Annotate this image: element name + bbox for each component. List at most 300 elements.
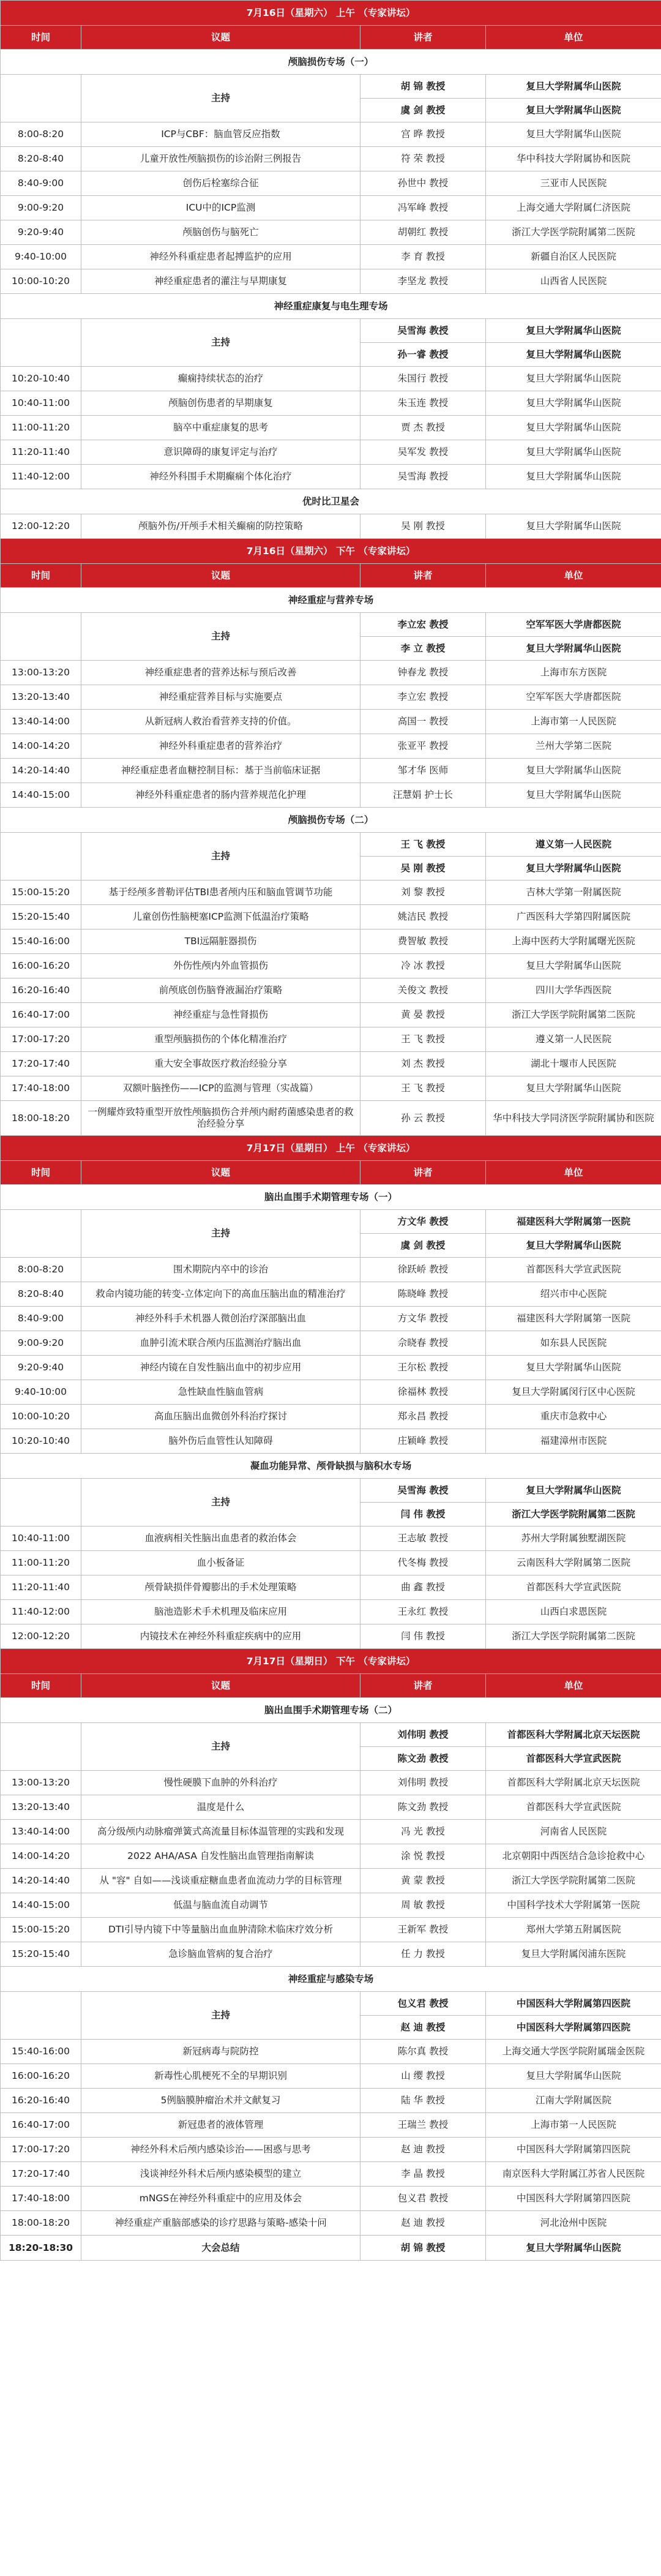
talk-speaker: 钟春龙 教授 xyxy=(360,661,486,685)
chair-row xyxy=(1,1210,661,1234)
chair-unit: 空军军医大学唐都医院 xyxy=(486,613,661,637)
chair-name: 李立宏 教授 xyxy=(360,613,486,637)
talk-speaker: 刘 黎 教授 xyxy=(360,881,486,905)
talk-row xyxy=(1,1942,661,1967)
section-title: 脑出血围手术期管理专场（二） xyxy=(1,1698,661,1723)
talk-time: 8:20-8:40 xyxy=(1,1282,81,1307)
speaker-header: 讲者 xyxy=(360,564,486,588)
section-title: 优时比卫星会 xyxy=(1,489,661,514)
talk-speaker: 刘 杰 教授 xyxy=(360,1052,486,1076)
time-header: 时间 xyxy=(1,1161,81,1185)
chair-name: 虞 剑 教授 xyxy=(360,1234,486,1258)
talk-time: 16:40-17:00 xyxy=(1,1003,81,1027)
talk-row xyxy=(1,1027,661,1052)
talk-speaker: 李立宏 教授 xyxy=(360,685,486,710)
section-title-row xyxy=(1,1185,661,1210)
talk-speaker: 邹才华 医师 xyxy=(360,759,486,783)
talk-topic: 神经外科重症患者的肠内营养规范化护理 xyxy=(81,783,360,808)
talk-speaker: 吴军发 教授 xyxy=(360,440,486,465)
chair-row xyxy=(1,1479,661,1503)
talk-time: 14:00-14:20 xyxy=(1,1844,81,1869)
talk-row xyxy=(1,1307,661,1331)
section-title: 颅脑损伤专场（一） xyxy=(1,50,661,75)
talk-time: 11:00-11:20 xyxy=(1,1551,81,1575)
talk-topic: 神经重症患者的营养达标与预后改善 xyxy=(81,661,360,685)
talk-time: 15:20-15:40 xyxy=(1,1942,81,1967)
talk-row xyxy=(1,2187,661,2211)
talk-time: 10:00-10:20 xyxy=(1,269,81,294)
talk-topic: 一例耀炸致特重型开放性颅脑损伤合并颅内耐药菌感染患者的救治经验分享 xyxy=(81,1101,360,1136)
talk-unit: 复旦大学附属华山医院 xyxy=(486,122,661,147)
talk-time: 16:40-17:00 xyxy=(1,2113,81,2138)
talk-topic: 围术期院内卒中的诊治 xyxy=(81,1258,360,1282)
talk-row xyxy=(1,2211,661,2236)
talk-unit: 重庆市急救中心 xyxy=(486,1405,661,1429)
talk-unit: 三亚市人民医院 xyxy=(486,171,661,196)
talk-speaker: 姚洁民 教授 xyxy=(360,905,486,929)
talk-speaker: 赵 迪 教授 xyxy=(360,2211,486,2236)
talk-topic: 神经外科重症患者起搏监护的应用 xyxy=(81,245,360,269)
talk-topic: 神经外科围手术期癫痫个体化治疗 xyxy=(81,465,360,489)
talk-topic: ICU中的ICP监测 xyxy=(81,196,360,220)
talk-topic: 血小板备证 xyxy=(81,1551,360,1575)
talk-topic: 神经外科手术机器人微创治疗深部脑出血 xyxy=(81,1307,360,1331)
section-title-row xyxy=(1,588,661,613)
talk-time: 11:40-12:00 xyxy=(1,1600,81,1624)
talk-topic: TBI远隔脏器损伤 xyxy=(81,929,360,954)
unit-header: 单位 xyxy=(486,1674,661,1698)
talk-row xyxy=(1,1429,661,1454)
talk-time: 13:40-14:00 xyxy=(1,710,81,734)
section-title: 神经重症与感染专场 xyxy=(1,1967,661,1992)
talk-unit: 上海市第一人民医院 xyxy=(486,710,661,734)
talk-time: 11:20-11:40 xyxy=(1,1575,81,1600)
talk-speaker: 曲 鑫 教授 xyxy=(360,1575,486,1600)
talk-speaker: 李 育 教授 xyxy=(360,245,486,269)
talk-topic: 颅脑外伤/开颅手术相关癫痫的防控策略 xyxy=(81,514,360,539)
talk-row xyxy=(1,1331,661,1356)
talk-speaker: 宫 晔 教授 xyxy=(360,122,486,147)
talk-row xyxy=(1,391,661,416)
talk-unit: 中国科学技术大学附属第一医院 xyxy=(486,1893,661,1918)
talk-unit: 复旦大学附属闵浦东医院 xyxy=(486,1942,661,1967)
talk-row xyxy=(1,2089,661,2113)
talk-speaker: 胡朝红 教授 xyxy=(360,220,486,245)
talk-speaker: 王永红 教授 xyxy=(360,1600,486,1624)
talk-unit: 浙江大学医学院附属第二医院 xyxy=(486,1003,661,1027)
talk-row xyxy=(1,1282,661,1307)
talk-unit: 吉林大学第一附属医院 xyxy=(486,881,661,905)
talk-unit: 首都医科大学宣武医院 xyxy=(486,1258,661,1282)
talk-topic: 2022 AHA/ASA 自发性脑出血管理指南解读 xyxy=(81,1844,360,1869)
talk-topic: 血液病相关性脑出血患者的救治体会 xyxy=(81,1526,360,1551)
chair-label: 主持 xyxy=(81,613,360,661)
talk-row xyxy=(1,1052,661,1076)
talk-speaker: 吴雪海 教授 xyxy=(360,465,486,489)
chair-time-cell xyxy=(1,1210,81,1258)
talk-row xyxy=(1,1844,661,1869)
talk-time: 9:20-9:40 xyxy=(1,1356,81,1380)
talk-time: 14:40-15:00 xyxy=(1,1893,81,1918)
talk-topic: 救命内镜功能的转变-立体定向下的高血压脑出血的精准治疗 xyxy=(81,1282,360,1307)
talk-topic: 低温与脑血流自动调节 xyxy=(81,1893,360,1918)
talk-topic: 神经外科重症患者的营养治疗 xyxy=(81,734,360,759)
talk-topic: 浅谈神经外科术后颅内感染模型的建立 xyxy=(81,2162,360,2187)
chair-name: 刘伟明 教授 xyxy=(360,1723,486,1747)
talk-topic: 慢性硬膜下血肿的外科治疗 xyxy=(81,1771,360,1795)
chair-time-cell xyxy=(1,1479,81,1526)
talk-row xyxy=(1,759,661,783)
talk-time: 14:20-14:40 xyxy=(1,759,81,783)
talk-topic: 双额叶脑挫伤——ICP的监测与管理（实战篇） xyxy=(81,1076,360,1101)
talk-row xyxy=(1,2040,661,2064)
talk-topic: mNGS在神经外科重症中的应用及体会 xyxy=(81,2187,360,2211)
talk-unit: 首都医科大学宣武医院 xyxy=(486,1575,661,1600)
chair-name: 闫 伟 教授 xyxy=(360,1503,486,1526)
summary-speaker: 胡 锦 教授 xyxy=(360,2236,486,2261)
talk-unit: 山西白求恩医院 xyxy=(486,1600,661,1624)
session-title: 7月16日（星期六） 上午 （专家讲坛） xyxy=(1,1,661,26)
time-header: 时间 xyxy=(1,1674,81,1698)
unit-header: 单位 xyxy=(486,26,661,50)
session-banner xyxy=(1,1,661,26)
talk-unit: 福建漳州市医院 xyxy=(486,1429,661,1454)
talk-unit: 复旦大学附属华山医院 xyxy=(486,954,661,978)
talk-row xyxy=(1,196,661,220)
talk-time: 16:00-16:20 xyxy=(1,2064,81,2089)
talk-row xyxy=(1,1551,661,1575)
talk-time: 10:20-10:40 xyxy=(1,1429,81,1454)
column-header-row xyxy=(1,26,661,50)
chair-unit: 复旦大学附属华山医院 xyxy=(486,637,661,661)
talk-time: 9:00-9:20 xyxy=(1,1331,81,1356)
talk-topic: 5例脑膜肿瘤治术并文献复习 xyxy=(81,2089,360,2113)
talk-row xyxy=(1,1405,661,1429)
talk-time: 17:20-17:40 xyxy=(1,1052,81,1076)
talk-time: 17:00-17:20 xyxy=(1,2138,81,2162)
talk-speaker: 涂 悦 教授 xyxy=(360,1844,486,1869)
chair-time-cell xyxy=(1,1992,81,2040)
talk-time: 12:00-12:20 xyxy=(1,514,81,539)
talk-unit: 华中科技大学附属协和医院 xyxy=(486,147,661,171)
talk-topic: 新冠患者的液体管理 xyxy=(81,2113,360,2138)
chair-label: 主持 xyxy=(81,319,360,367)
talk-unit: 上海交通大学医学院附属瑞金医院 xyxy=(486,2040,661,2064)
talk-time: 15:00-15:20 xyxy=(1,881,81,905)
chair-label: 主持 xyxy=(81,833,360,881)
talk-row xyxy=(1,1003,661,1027)
talk-unit: 广西医科大学第四附属医院 xyxy=(486,905,661,929)
talk-speaker: 陈文劲 教授 xyxy=(360,1795,486,1820)
talk-speaker: 徐福林 教授 xyxy=(360,1380,486,1405)
speaker-header: 讲者 xyxy=(360,26,486,50)
chair-row xyxy=(1,1723,661,1747)
chair-name: 吴 刚 教授 xyxy=(360,857,486,881)
talk-topic: 神经内镜在自发性脑出血中的初步应用 xyxy=(81,1356,360,1380)
chair-row xyxy=(1,613,661,637)
talk-time: 16:00-16:20 xyxy=(1,954,81,978)
talk-speaker: 冷 冰 教授 xyxy=(360,954,486,978)
talk-time: 8:00-8:20 xyxy=(1,1258,81,1282)
talk-speaker: 王志敏 教授 xyxy=(360,1526,486,1551)
talk-topic: 急性缺血性脑血管病 xyxy=(81,1380,360,1405)
talk-speaker: 张亚平 教授 xyxy=(360,734,486,759)
session-title: 7月17日（星期日） 上午 （专家讲坛） xyxy=(1,1136,661,1161)
chair-label: 主持 xyxy=(81,1479,360,1526)
talk-time: 16:20-16:40 xyxy=(1,978,81,1003)
chair-unit: 中国医科大学附属第四医院 xyxy=(486,2016,661,2040)
talk-row xyxy=(1,416,661,440)
chair-unit: 复旦大学附属华山医院 xyxy=(486,1479,661,1503)
summary-row xyxy=(1,2236,661,2261)
talk-row xyxy=(1,954,661,978)
talk-unit: 复旦大学附属华山医院 xyxy=(486,465,661,489)
talk-unit: 首都医科大学宣武医院 xyxy=(486,1795,661,1820)
talk-topic: 新冠病毒与院防控 xyxy=(81,2040,360,2064)
talk-row xyxy=(1,245,661,269)
talk-speaker: 王尔松 教授 xyxy=(360,1356,486,1380)
talk-unit: 河北沧州中医院 xyxy=(486,2211,661,2236)
talk-row xyxy=(1,367,661,391)
talk-topic: 脑卒中重症康复的思考 xyxy=(81,416,360,440)
session-banner xyxy=(1,539,661,564)
talk-topic: 前颅底创伤脑脊液漏治疗策略 xyxy=(81,978,360,1003)
column-header-row xyxy=(1,1161,661,1185)
talk-speaker: 孙世中 教授 xyxy=(360,171,486,196)
chair-name: 孙一睿 教授 xyxy=(360,343,486,367)
talk-time: 13:20-13:40 xyxy=(1,685,81,710)
talk-row xyxy=(1,1076,661,1101)
talk-unit: 复旦大学附属华山医院 xyxy=(486,759,661,783)
talk-unit: 复旦大学附属华山医院 xyxy=(486,514,661,539)
talk-topic: 癫痫持续状态的治疗 xyxy=(81,367,360,391)
talk-speaker: 王瑞兰 教授 xyxy=(360,2113,486,2138)
chair-name: 吴雪海 教授 xyxy=(360,1479,486,1503)
talk-time: 11:40-12:00 xyxy=(1,465,81,489)
talk-row xyxy=(1,2138,661,2162)
session-title: 7月16日（星期六） 下午 （专家讲坛） xyxy=(1,539,661,564)
talk-topic: 血肿引流术联合颅内压监测治疗脑出血 xyxy=(81,1331,360,1356)
talk-speaker: 李坚龙 教授 xyxy=(360,269,486,294)
talk-speaker: 李 晶 教授 xyxy=(360,2162,486,2187)
chair-row xyxy=(1,833,661,857)
talk-time: 14:40-15:00 xyxy=(1,783,81,808)
section-title-row xyxy=(1,489,661,514)
section-title-row xyxy=(1,808,661,833)
talk-unit: 上海市第一人民医院 xyxy=(486,2113,661,2138)
talk-time: 17:40-18:00 xyxy=(1,1076,81,1101)
chair-unit: 复旦大学附属华山医院 xyxy=(486,75,661,99)
talk-row xyxy=(1,783,661,808)
chair-unit: 首都医科大学附属北京天坛医院 xyxy=(486,1723,661,1747)
talk-row xyxy=(1,1918,661,1942)
talk-time: 9:00-9:20 xyxy=(1,196,81,220)
talk-unit: 郑州大学第五附属医院 xyxy=(486,1918,661,1942)
time-header: 时间 xyxy=(1,564,81,588)
chair-unit: 首都医科大学宣武医院 xyxy=(486,1747,661,1771)
column-header-row xyxy=(1,1674,661,1698)
section-title-row xyxy=(1,1698,661,1723)
chair-time-cell xyxy=(1,319,81,367)
chair-unit: 中国医科大学附属第四医院 xyxy=(486,1992,661,2016)
chair-unit: 遵义第一人民医院 xyxy=(486,833,661,857)
talk-row xyxy=(1,514,661,539)
chair-label: 主持 xyxy=(81,75,360,122)
talk-unit: 江南大学附属医院 xyxy=(486,2089,661,2113)
talk-unit: 湖北十堰市人民医院 xyxy=(486,1052,661,1076)
chair-row xyxy=(1,319,661,343)
chair-time-cell xyxy=(1,1723,81,1771)
talk-unit: 如东县人民医院 xyxy=(486,1331,661,1356)
talk-speaker: 朱玉连 教授 xyxy=(360,391,486,416)
chair-unit: 复旦大学附属华山医院 xyxy=(486,1234,661,1258)
chair-name: 胡 锦 教授 xyxy=(360,75,486,99)
talk-row xyxy=(1,465,661,489)
talk-row xyxy=(1,171,661,196)
talk-row xyxy=(1,440,661,465)
talk-row xyxy=(1,1600,661,1624)
talk-time: 18:00-18:20 xyxy=(1,1101,81,1136)
talk-time: 13:00-13:20 xyxy=(1,661,81,685)
talk-topic: 神经重症患者血糖控制目标：基于当前临床证据 xyxy=(81,759,360,783)
unit-header: 单位 xyxy=(486,564,661,588)
chair-name: 陈文劲 教授 xyxy=(360,1747,486,1771)
talk-row xyxy=(1,881,661,905)
talk-row xyxy=(1,685,661,710)
talk-time: 10:20-10:40 xyxy=(1,367,81,391)
section-title: 神经重症与营养专场 xyxy=(1,588,661,613)
talk-row xyxy=(1,978,661,1003)
chair-unit: 复旦大学附属华山医院 xyxy=(486,857,661,881)
talk-speaker: 陆 华 教授 xyxy=(360,2089,486,2113)
talk-topic: ICP与CBF：脑血管反应指数 xyxy=(81,122,360,147)
talk-topic: 温度是什么 xyxy=(81,1795,360,1820)
talk-unit: 上海市东方医院 xyxy=(486,661,661,685)
talk-speaker: 徐跃峤 教授 xyxy=(360,1258,486,1282)
talk-speaker: 高国一 教授 xyxy=(360,710,486,734)
talk-row xyxy=(1,710,661,734)
talk-unit: 兰州大学第二医院 xyxy=(486,734,661,759)
talk-unit: 河南省人民医院 xyxy=(486,1820,661,1844)
talk-speaker: 庄颖峰 教授 xyxy=(360,1429,486,1454)
talk-speaker: 王 飞 教授 xyxy=(360,1076,486,1101)
talk-unit: 复旦大学附属华山医院 xyxy=(486,416,661,440)
talk-unit: 浙江大学医学院附属第二医院 xyxy=(486,1869,661,1893)
talk-speaker: 周 敏 教授 xyxy=(360,1893,486,1918)
chair-unit: 浙江大学医学院附属第二医院 xyxy=(486,1503,661,1526)
chair-label: 主持 xyxy=(81,1210,360,1258)
chair-label: 主持 xyxy=(81,1723,360,1771)
talk-speaker: 刘伟明 教授 xyxy=(360,1771,486,1795)
talk-row xyxy=(1,220,661,245)
talk-topic: 颅脑创伤与脑死亡 xyxy=(81,220,360,245)
talk-time: 14:20-14:40 xyxy=(1,1869,81,1893)
talk-topic: 神经重症与急性肾损伤 xyxy=(81,1003,360,1027)
talk-time: 10:40-11:00 xyxy=(1,1526,81,1551)
section-title: 凝血功能异常、颅骨缺损与脑积水专场 xyxy=(1,1454,661,1479)
chair-name: 王 飞 教授 xyxy=(360,833,486,857)
summary-unit: 复旦大学附属华山医院 xyxy=(486,2236,661,2261)
talk-speaker: 赵 迪 教授 xyxy=(360,2138,486,2162)
talk-unit: 复旦大学附属华山医院 xyxy=(486,367,661,391)
talk-unit: 四川大学华西医院 xyxy=(486,978,661,1003)
talk-row xyxy=(1,1575,661,1600)
talk-topic: 高分级颅内动脉瘤弹簧式高流量目标体温管理的实践和发现 xyxy=(81,1820,360,1844)
talk-time: 10:40-11:00 xyxy=(1,391,81,416)
section-title-row xyxy=(1,1967,661,1992)
talk-unit: 浙江大学医学院附属第二医院 xyxy=(486,1624,661,1649)
talk-unit: 福建医科大学附属第一医院 xyxy=(486,1307,661,1331)
talk-unit: 复旦大学附属华山医院 xyxy=(486,783,661,808)
talk-speaker: 郑永昌 教授 xyxy=(360,1405,486,1429)
talk-unit: 北京朝阳中西医结合急诊抢救中心 xyxy=(486,1844,661,1869)
talk-topic: 神经重症产重脑部感染的诊疗思路与策略-感染十问 xyxy=(81,2211,360,2236)
chair-time-cell xyxy=(1,833,81,881)
talk-row xyxy=(1,1380,661,1405)
talk-speaker: 费智敏 教授 xyxy=(360,929,486,954)
section-title-row xyxy=(1,1454,661,1479)
talk-row xyxy=(1,147,661,171)
talk-row xyxy=(1,1624,661,1649)
talk-time: 9:40-10:00 xyxy=(1,1380,81,1405)
speaker-header: 讲者 xyxy=(360,1674,486,1698)
talk-row xyxy=(1,2162,661,2187)
talk-time: 15:00-15:20 xyxy=(1,1918,81,1942)
talk-time: 8:40-9:00 xyxy=(1,171,81,196)
session-title: 7月17日（星期日） 下午 （专家讲坛） xyxy=(1,1649,661,1674)
talk-time: 17:40-18:00 xyxy=(1,2187,81,2211)
talk-time: 11:20-11:40 xyxy=(1,440,81,465)
talk-row xyxy=(1,1795,661,1820)
talk-topic: 神经外科术后颅内感染诊治——困惑与思考 xyxy=(81,2138,360,2162)
talk-speaker: 关俊文 教授 xyxy=(360,978,486,1003)
talk-topic: 意识障碍的康复评定与治疗 xyxy=(81,440,360,465)
unit-header: 单位 xyxy=(486,1161,661,1185)
talk-row xyxy=(1,661,661,685)
chair-name: 吴雪海 教授 xyxy=(360,319,486,343)
talk-time: 12:00-12:20 xyxy=(1,1624,81,1649)
talk-topic: 颅脑创伤患者的早期康复 xyxy=(81,391,360,416)
chair-unit: 福建医科大学附属第一医院 xyxy=(486,1210,661,1234)
talk-topic: DTI引导内镜下中等量脑出血血肿清除术临床疗效分析 xyxy=(81,1918,360,1942)
chair-time-cell xyxy=(1,75,81,122)
talk-row xyxy=(1,929,661,954)
talk-speaker: 贾 杰 教授 xyxy=(360,416,486,440)
talk-unit: 遵义第一人民医院 xyxy=(486,1027,661,1052)
chair-time-cell xyxy=(1,613,81,661)
talk-row xyxy=(1,1893,661,1918)
talk-speaker: 王 飞 教授 xyxy=(360,1027,486,1052)
talk-time: 16:20-16:40 xyxy=(1,2089,81,2113)
talk-speaker: 方文华 教授 xyxy=(360,1307,486,1331)
chair-row xyxy=(1,75,661,99)
time-header: 时间 xyxy=(1,26,81,50)
talk-unit: 复旦大学附属华山医院 xyxy=(486,1076,661,1101)
talk-speaker: 符 荣 教授 xyxy=(360,147,486,171)
talk-speaker: 佘晓春 教授 xyxy=(360,1331,486,1356)
talk-time: 10:00-10:20 xyxy=(1,1405,81,1429)
talk-speaker: 朱国行 教授 xyxy=(360,367,486,391)
talk-time: 17:00-17:20 xyxy=(1,1027,81,1052)
chair-unit: 复旦大学附属华山医院 xyxy=(486,99,661,122)
summary-topic: 大会总结 xyxy=(81,2236,360,2261)
talk-unit: 南京医科大学附属江苏省人民医院 xyxy=(486,2162,661,2187)
talk-speaker: 陈尔真 教授 xyxy=(360,2040,486,2064)
talk-topic: 创伤后栓塞综合征 xyxy=(81,171,360,196)
talk-topic: 颅骨缺损伴骨瓣膨出的手术处理策略 xyxy=(81,1575,360,1600)
chair-unit: 复旦大学附属华山医院 xyxy=(486,343,661,367)
chair-name: 虞 剑 教授 xyxy=(360,99,486,122)
